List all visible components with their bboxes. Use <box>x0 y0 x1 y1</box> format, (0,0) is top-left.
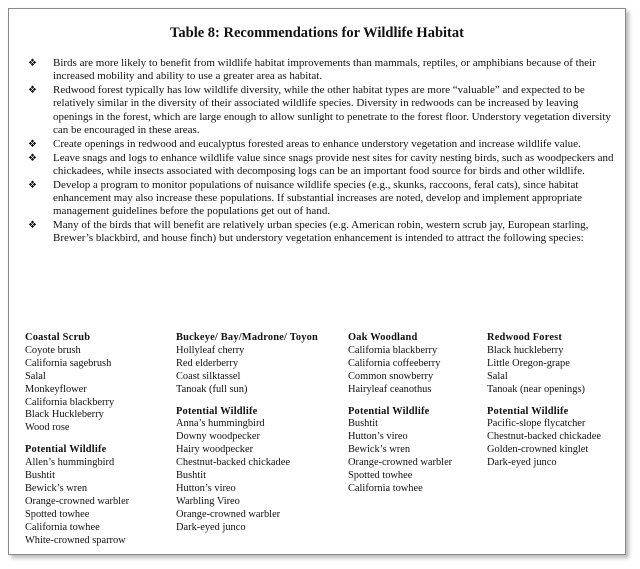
wildlife-item: Orange-crowned warbler <box>176 508 281 520</box>
wildlife-item: Hutton’s vireo <box>348 431 408 443</box>
plant-item: California coffeeberry <box>348 357 441 369</box>
habitat-heading: Buckeye/ Bay/Madrone/ Toyon <box>176 332 319 343</box>
habitat-column-redwood-forest <box>487 332 627 470</box>
plant-item: Coast silktassel <box>176 370 241 382</box>
wildlife-item: Chestnut-backed chickadee <box>176 457 290 469</box>
habitat-heading: Coastal Scrub <box>25 332 91 343</box>
diamond-bullet-icon: ❖ <box>28 85 37 97</box>
wildlife-item: Hutton’s vireo <box>176 482 236 494</box>
wildlife-item: Bushtit <box>25 470 56 482</box>
recommendation-list <box>25 57 617 246</box>
diamond-bullet-icon: ❖ <box>28 179 37 191</box>
recommendation-text: Redwood forest typically has low wildlife diversity, while the other habitat types are more “valuable” and expected to be relatively similar in the diversity of their associated wildlife species. Diversity in redwoods can be increased by leaving openings in the forest, which are large enough to allow sunlight to penetrate to the forest floor. Understory vegetation diversity can be encouraged in these areas. <box>53 84 611 136</box>
wildlife-item: Warbling Vireo <box>176 495 240 507</box>
recommendation-text: Create openings in redwood and eucalyptus forested areas to enhance understory vegetation and increase wildlife value. <box>53 137 581 150</box>
list-item <box>25 57 617 84</box>
plant-item: Wood rose <box>25 422 70 434</box>
habitat-heading: Redwood Forest <box>487 332 563 343</box>
plant-item: Hollyleaf cherry <box>176 344 245 356</box>
wildlife-item: Pacific-slope flycatcher <box>487 418 586 430</box>
plant-item: Salal <box>487 370 508 382</box>
wildlife-item: California towhee <box>348 482 423 494</box>
wildlife-item: Bewick’s wren <box>25 482 88 494</box>
wildlife-item: Anna’s hummingbird <box>176 418 265 430</box>
list-item <box>25 138 617 151</box>
list-item <box>25 179 617 219</box>
plant-item: Monkeyflower <box>25 383 87 395</box>
plant-item: Coyote brush <box>25 344 81 356</box>
wildlife-heading: Potential Wildlife <box>25 444 107 456</box>
wildlife-item: Orange-crowned warbler <box>25 495 130 507</box>
wildlife-item: Hairy woodpecker <box>176 444 254 456</box>
diamond-bullet-icon: ❖ <box>28 58 37 69</box>
plant-item: Salal <box>25 370 46 382</box>
diamond-bullet-icon: ❖ <box>28 220 37 232</box>
plant-item: Common snowberry <box>348 370 434 382</box>
list-item <box>25 152 617 179</box>
wildlife-item: Dark-eyed junco <box>487 457 557 469</box>
wildlife-heading: Potential Wildlife <box>176 405 258 417</box>
list-item <box>25 84 617 137</box>
wildlife-item: California towhee <box>25 521 100 533</box>
habitat-heading: Oak Woodland <box>348 332 418 343</box>
plant-item: Tanoak (near openings) <box>487 383 585 395</box>
diamond-bullet-icon: ❖ <box>28 152 37 164</box>
table-title: Table 8: Recommendations for Wildlife Habitat <box>170 25 464 41</box>
habitat-column-oak-woodland <box>348 332 488 496</box>
plant-item: California sagebrush <box>25 357 112 369</box>
wildlife-item: Bushtit <box>348 418 379 430</box>
plant-item: Black huckleberry <box>487 344 564 356</box>
wildlife-heading: Potential Wildlife <box>487 405 569 417</box>
list-item <box>25 219 617 246</box>
plant-item: Black Huckleberry <box>25 409 104 421</box>
recommendation-text: Leave snags and logs to enhance wildlife value since snags provide nest sites for cavity nesting birds, such as woodpeckers and chickadees, while insects associated with decomposing logs can be an important food source for birds and other wildlife. <box>53 151 614 177</box>
wildlife-item: Chestnut-backed chickadee <box>487 431 601 443</box>
habitat-column-buckeye-bay-madrone-toyon <box>176 332 344 535</box>
plant-item: Red elderberry <box>176 357 239 369</box>
wildlife-item: Dark-eyed junco <box>176 521 246 533</box>
plant-item: Little Oregon-grape <box>487 357 570 369</box>
wildlife-item: Bewick’s wren <box>348 444 411 456</box>
diamond-bullet-icon: ❖ <box>28 138 37 150</box>
wildlife-item: Golden-crowned kinglet <box>487 444 589 456</box>
table-frame <box>8 8 626 555</box>
recommendation-text: Birds are more likely to benefit from wildlife habitat improvements than mammals, reptiles, or amphibians because of their increased mobility and ability to use a greater area as habitat. <box>53 57 596 83</box>
wildlife-item: Bushtit <box>176 470 207 482</box>
plant-item: Hairyleaf ceanothus <box>348 383 432 395</box>
wildlife-heading: Potential Wildlife <box>348 405 430 417</box>
plant-item: Tanoak (full sun) <box>176 383 248 395</box>
recommendation-text: Develop a program to monitor populations of nuisance wildlife species (e.g., skunks, raccoons, feral cats), since habitat enhancement may also increase these populations. If substantial increases are noted, develop and implement appropriate management guidelines before the populations get out of hand. <box>53 178 583 218</box>
wildlife-item: Orange-crowned warbler <box>348 457 453 469</box>
plant-item: California blackberry <box>348 344 438 356</box>
wildlife-item: Downy woodpecker <box>176 431 260 443</box>
wildlife-item: Allen’s hummingbird <box>25 457 115 469</box>
plant-item: California blackberry <box>25 396 115 408</box>
wildlife-item: Spotted towhee <box>25 508 90 520</box>
wildlife-item: White-crowned sparrow <box>25 534 126 546</box>
habitat-column-coastal-scrub <box>25 332 170 548</box>
wildlife-item: Spotted towhee <box>348 470 413 482</box>
recommendation-text: Many of the birds that will benefit are relatively urban species (e.g. American robin, western scrub jay, European starling, Brewer’s blackbird, and house finch) but understory vegetation enhancement is intended to attract the following species: <box>53 219 589 245</box>
